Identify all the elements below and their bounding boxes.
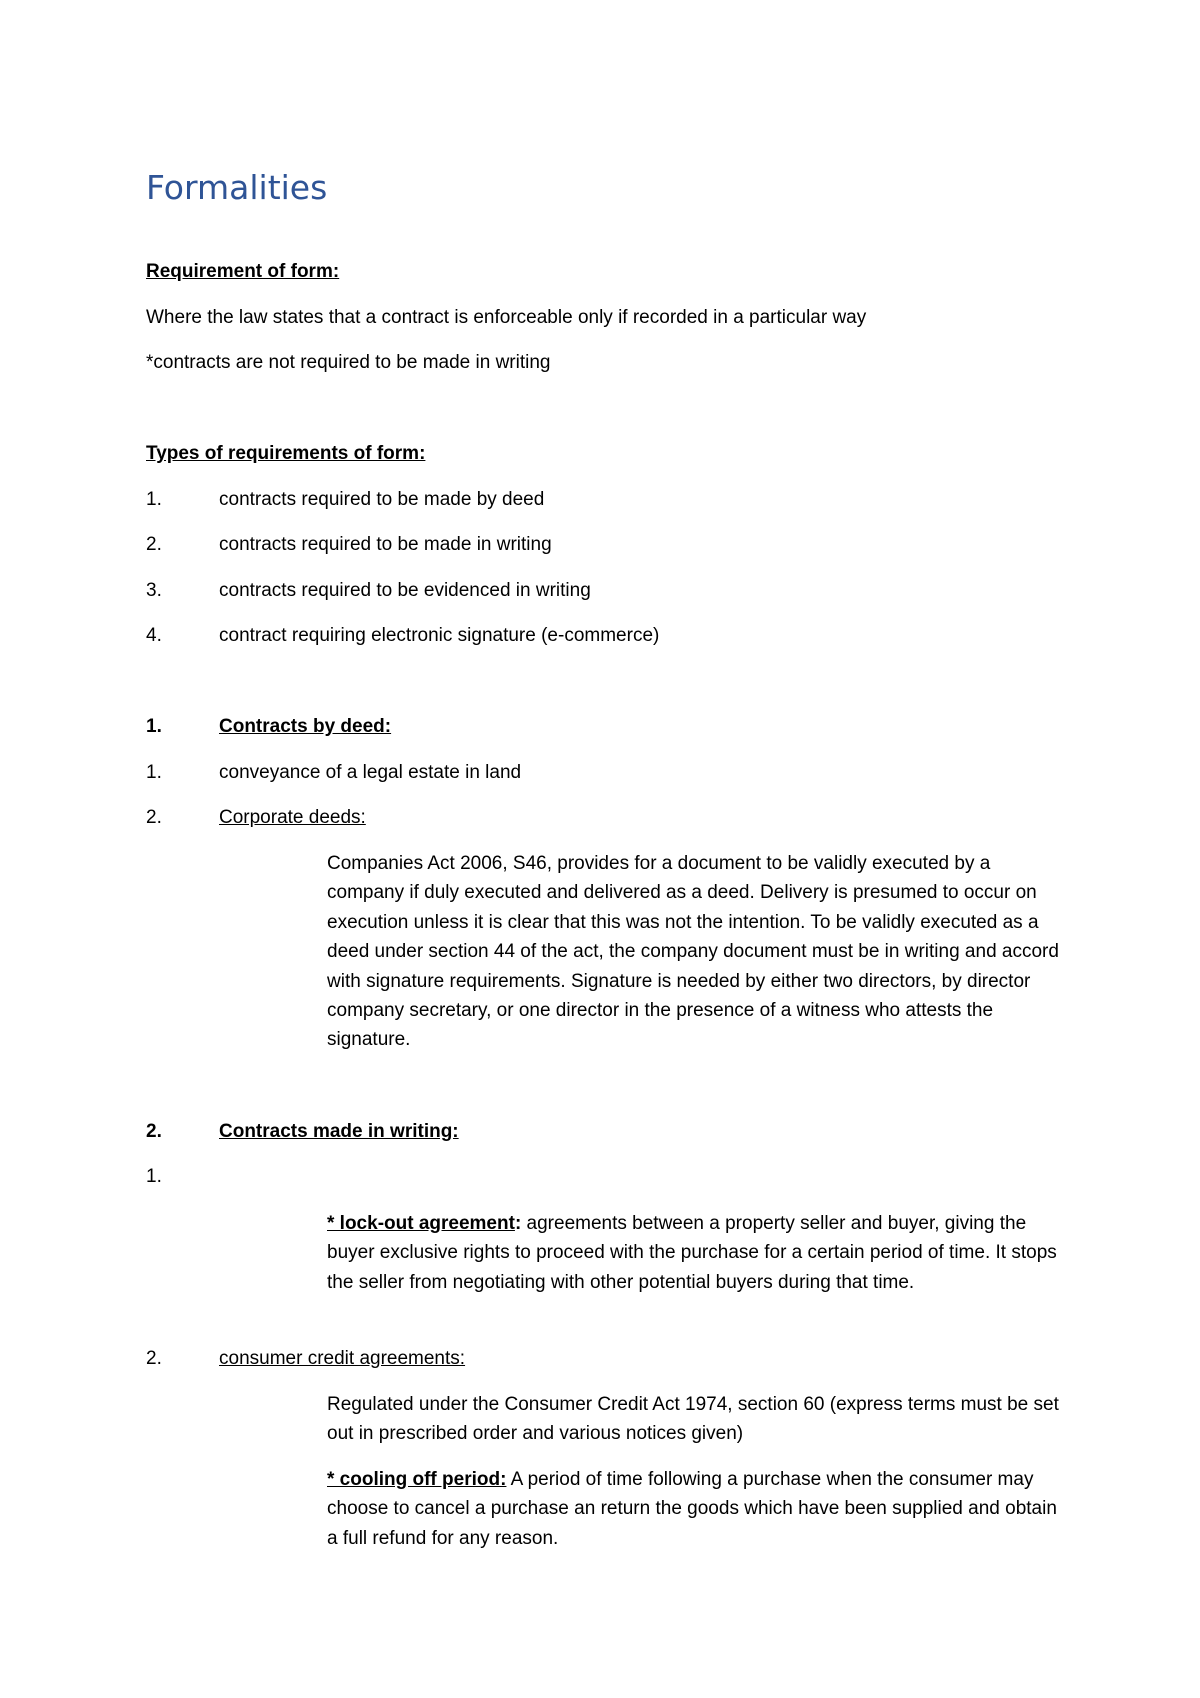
list-item: conveyance of a legal estate in land [219,762,522,783]
cooling-off-definition: A period of time following a purchase when the consumer may choose to cancel a purchase an return the goods which have been supplied and obtain a full refund for any reason. [327,1469,1057,1549]
consumer-credit-label: consumer credit agreements: [219,1348,466,1369]
list-number: 4. [146,625,162,646]
list-item: contracts required to be made in writing [219,534,552,555]
list-number: 2. [146,807,162,828]
requirement-definition: Where the law states that a contract is enforceable only if recorded in a particular way [146,307,867,328]
list-number: 1. [146,762,162,783]
deed-heading: Contracts by deed: [219,716,392,737]
list-item: contract requiring electronic signature (e-commerce) [219,625,660,646]
list-number: 3. [146,580,162,601]
list-number: 1. [146,489,162,510]
list-item: contracts required to be made by deed [219,489,545,510]
list-item: contracts required to be evidenced in writing [219,580,591,601]
lockout-colon: : [514,1213,522,1234]
requirement-heading: Requirement of form: [146,261,340,282]
cooling-off-paragraph [327,1465,1067,1553]
requirement-note: *contracts are not required to be made in writing [146,352,551,373]
lockout-paragraph [327,1209,1067,1297]
list-number: 1. [146,1166,162,1187]
writing-heading: Contracts made in writing: [219,1121,459,1142]
lockout-term: * lock-out agreement [327,1213,515,1234]
consumer-credit-paragraph: Regulated under the Consumer Credit Act 1974, section 60 (express terms must be set out in prescribed order and various notices given) [327,1394,1059,1445]
list-number: 2. [146,1348,162,1369]
corporate-deeds-label: Corporate deeds: [219,807,366,828]
list-number: 2. [146,534,162,555]
page-title: Formalities [146,168,328,207]
lockout-definition: agreements between a property seller and buyer, giving the buyer exclusive rights to proceed with the purchase for a certain period of time. It stops the seller from negotiating with other potential buyers during that time. [327,1213,1057,1293]
section-number: 2. [146,1121,162,1142]
section-number: 1. [146,716,162,737]
corporate-deeds-paragraph: Companies Act 2006, S46, provides for a document to be validly executed by a company if duly executed and delivered as a deed. Delivery is presumed to occur on execution unless it is clear that this was not the intention. To be validly executed as a deed under section 44 of the act, the company document must be in writing and accord with signature requirements. Signature is needed by either two directors, by director company secretary, or one director in the presence of a witness who attests the signature. [327,853,1059,1051]
cooling-off-term: * cooling off period: [327,1469,507,1490]
types-heading: Types of requirements of form: [146,443,426,464]
